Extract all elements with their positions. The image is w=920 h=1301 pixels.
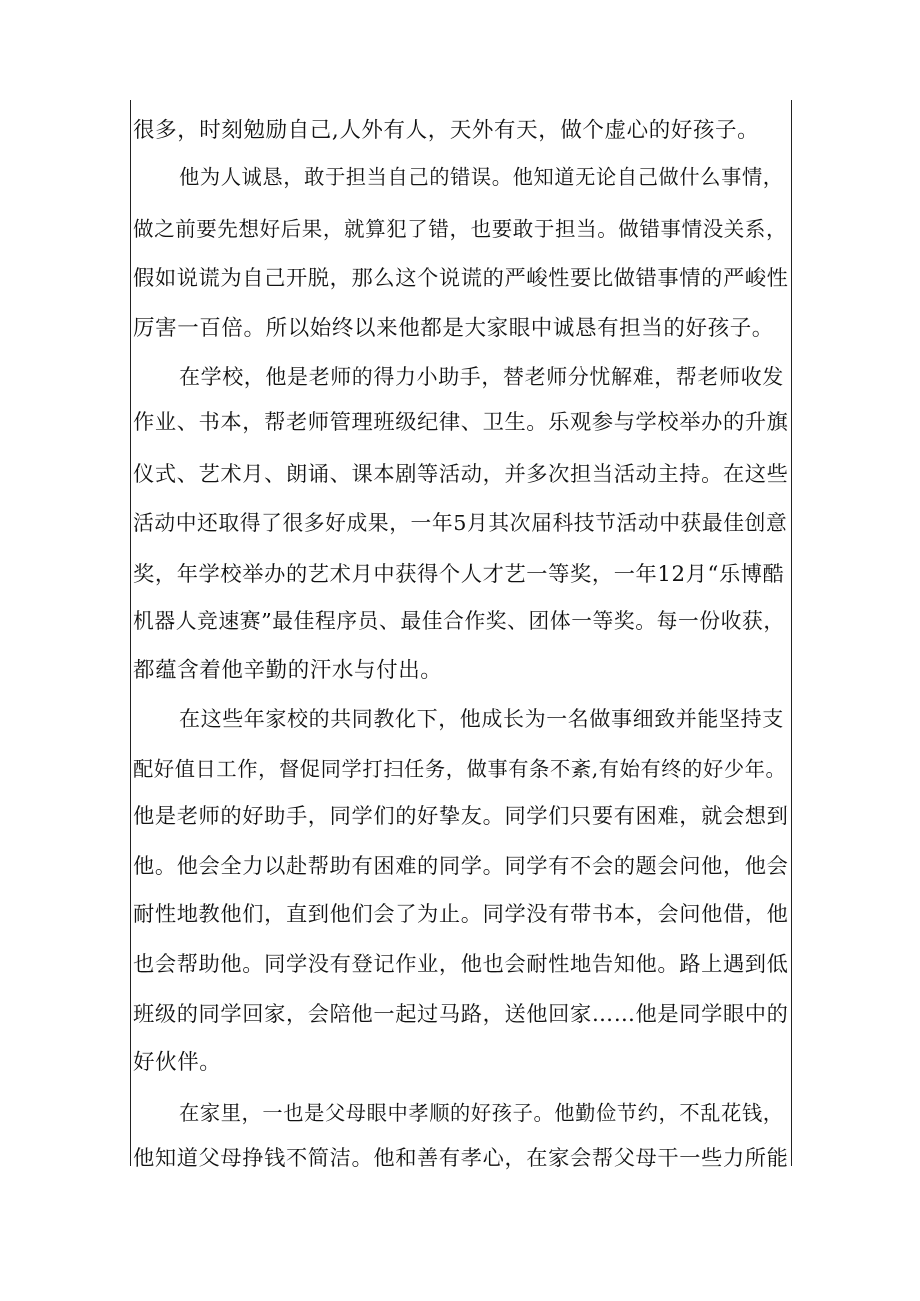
text-line: 他知道父母挣钱不简洁。他和善有孝心，在家会帮父母干一些力所能 (133, 1146, 789, 1171)
paragraph-first-line: 在学校，他是老师的得力小助手，替老师分忧解难，帮老师收发 (179, 365, 784, 389)
text-line: 他。他会全力以赴帮助有困难的同学。同学有不会的题会问他，他会 (133, 854, 789, 879)
text-line: 耐性地教他们，直到他们会了为止。同学没有带书本，会问他借，他 (133, 902, 789, 927)
text-line: 很多，时刻勉励自己,人外有人，天外有天，做个虚心的好孩子。 (133, 118, 760, 143)
text-line: 仪式、艺术月、朗诵、课本剧等活动，并多次担当活动主持。在这些 (133, 462, 789, 487)
text-line: 好伙伴。 (133, 1050, 222, 1075)
paragraph-first-line: 他为人诚恳，敢于担当自己的错误。他知道无论自己做什么事情， (179, 165, 784, 189)
text-line: 做之前要先想好后果，就算犯了错，也要敢于担当。做错事情没关系， (133, 217, 788, 241)
text-line: 活动中还取得了很多好成果，一年5月其次届科技节活动中获最佳创意 (133, 511, 788, 535)
text-line: 作业、书本，帮老师管理班级纪律、卫生。乐观参与学校举办的升旗 (133, 410, 789, 435)
paragraph-first-line: 在这些年家校的共同教化下，他成长为一名做事细致并能坚持支 (179, 707, 784, 731)
table-cell (130, 100, 792, 1171)
text-line: 他是老师的好助手，同学们的好挚友。同学们只要有困难，就会想到 (133, 804, 789, 829)
table-border-left (130, 100, 131, 1166)
paragraph-first-line: 在家里，一也是父母眼中孝顺的好孩子。他勤俭节约，不乱花钱， (179, 1101, 784, 1125)
text-line: 班级的同学回家，会陪他一起过马路，送他回家……他是同学眼中的 (133, 1002, 789, 1027)
text-line: 也会帮助他。同学没有登记作业，他也会耐性地告知他。路上遇到低 (133, 952, 789, 977)
text-line: 机器人竞速赛”最佳程序员、最佳合作奖、团体一等奖。每一份收获， (133, 609, 785, 633)
text-line: 假如说谎为自己开脱，那么这个说谎的严峻性要比做错事情的严峻性 (133, 266, 789, 291)
text-line: 配好值日工作，督促同学打扫任务，做事有条不紊,有始有终的好少年。 (133, 757, 787, 781)
table-border-right (791, 100, 792, 1166)
text-line: 都蕴含着他辛勤的汗水与付出。 (133, 658, 443, 683)
text-line: 厉害一百倍。所以始终以来他都是大家眼中诚恳有担当的好孩子。 (133, 316, 774, 341)
text-line: 奖，年学校举办的艺术月中获得个人才艺一等奖，一年12月“乐博酷 (133, 562, 785, 587)
